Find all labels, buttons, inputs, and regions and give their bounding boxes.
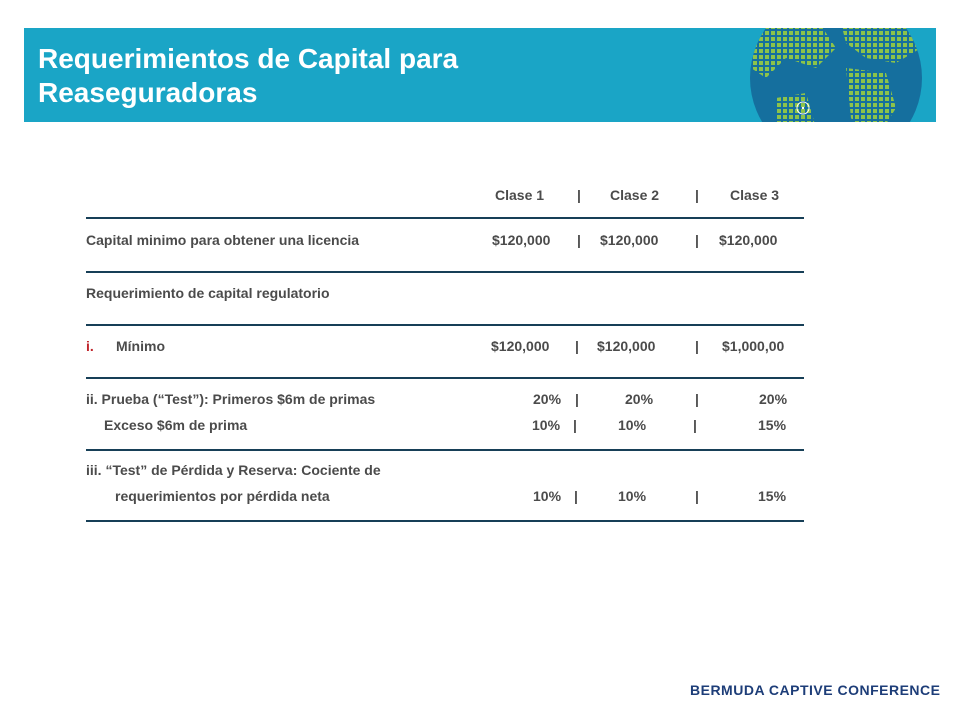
header-separator: | [695,187,699,203]
table-header-row [86,182,804,208]
value-clase-2: 10% [618,488,647,504]
row-marker: i. [86,338,94,354]
value-separator: | [695,488,699,504]
value-clase-1: 10% [532,417,561,433]
value-separator: | [695,391,699,407]
value-clase-3: 15% [758,417,787,433]
value-clase-1: $120,000 [492,232,551,248]
value-separator: | [577,232,581,248]
value-separator: | [575,338,579,354]
value-separator: | [693,417,697,433]
value-clase-1: 10% [533,488,562,504]
table-rule [86,449,804,451]
row-minimo [86,333,804,359]
table-rule [86,377,804,379]
value-clase-2: 20% [625,391,654,407]
table-rule [86,217,804,219]
row-label: Exceso $6m de prima [104,417,248,433]
conference-logo-text: BERMUDA CAPTIVE CONFERENCE [690,682,941,698]
header-separator: | [577,187,581,203]
value-clase-1: $120,000 [491,338,550,354]
header-clase-3: Clase 3 [730,187,780,203]
row-prueba [86,386,804,412]
row-label: ii. Prueba (“Test”): Primeros $6m de primas [86,391,376,407]
value-separator: | [574,488,578,504]
row-label: Capital minimo para obtener una licencia [86,232,360,248]
title-banner [24,28,936,122]
page-title: Requerimientos de Capital para Reaseguradoras [38,43,459,108]
conference-logo [690,682,940,706]
value-clase-2: $120,000 [600,232,659,248]
row-label: Mínimo [116,338,165,354]
value-clase-1: 20% [533,391,562,407]
header-clase-1: Clase 1 [495,187,545,203]
row-label: iii. “Test” de Pérdida y Reserva: Cociente de [86,462,381,478]
value-separator: | [695,232,699,248]
value-clase-2: 10% [618,417,647,433]
row-exceso [86,412,804,438]
globe-icon [746,28,926,122]
table-rule [86,520,804,522]
value-separator: | [695,338,699,354]
row-requerimiento [86,280,804,306]
value-clase-3: 20% [759,391,788,407]
table-rule [86,271,804,273]
capital-table [86,180,804,206]
value-separator: | [573,417,577,433]
value-clase-3: 15% [758,488,787,504]
table-rule [86,324,804,326]
value-clase-3: $1,000,00 [722,338,785,354]
value-clase-3: $120,000 [719,232,778,248]
value-clase-2: $120,000 [597,338,656,354]
row-capital-minimo [86,227,804,253]
row-label-continued: requerimientos por pérdida neta [115,488,330,504]
row-label: Requerimiento de capital regulatorio [86,285,330,301]
header-clase-2: Clase 2 [610,187,660,203]
row-perdida [86,457,804,509]
value-separator: | [575,391,579,407]
